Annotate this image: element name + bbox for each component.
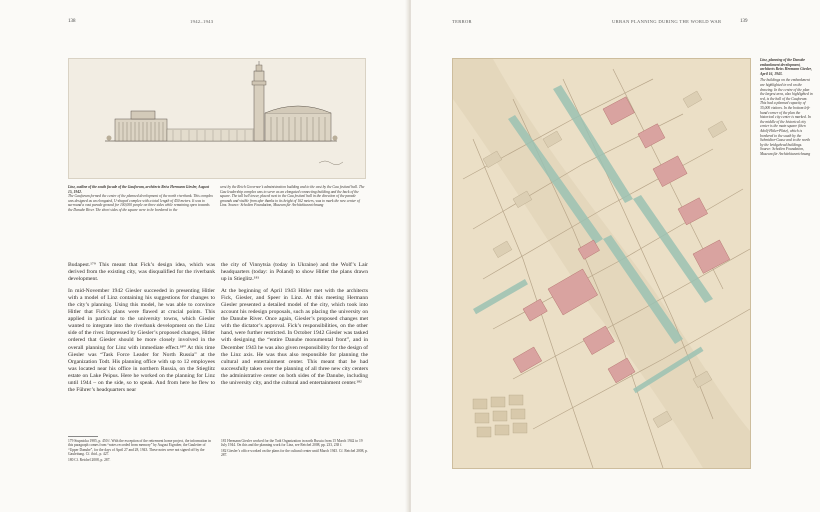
footnotes-col1 [68, 439, 215, 463]
page-number-left: 138 [68, 19, 76, 24]
running-head-left: 1942–1943 [190, 19, 214, 24]
elevation-illustration [69, 59, 365, 178]
map-caption [760, 58, 814, 156]
map-caption-title: Linz, planning of the Danube embankment development, architects Reiss Hermann Giesler, April 16, 1943. [760, 58, 812, 76]
running-head-section: URBAN PLANNING DURING THE WORLD WAR [612, 19, 722, 24]
city-plan-illustration [453, 59, 750, 468]
running-head-chapter: TERROR [452, 19, 472, 24]
paragraph: In mid-November 1942 Giesler succeeded in presenting Hitler with a model of Linz containing his suggestions for changes to the city’s planning. Using this model, he was able to convince Hitler that Fick’s plans were flawed at crucial points. This applied in particular to the university towns, which Giesler wanted to integrate into the riverbank development on the Linz side of the river. Impressed by Giesler’s proposed changes, Hitler ordered that Giesler should be more closely involved in the overall planning for Linz with immediate effect.¹⁸⁰ At this time Giesler was “Task Force Leader for North Russia” at the Organization Todt. His planning office with up to 12 employees was located near his office in northern Russia, on the Stieglitz estate on Lake Peipus. Here he worked on the planning for Linz until 1944 – on the side, so to speak. And from here he flew to the Führer’s headquarters near [68, 288, 215, 393]
map-caption-text: The buildings on the embankment are highlighted in red on the drawing. In the centre of the plan the largest area, also highlighted in red, is the hall of the Gauforum. This had a planned capacity of 35,000 visitors. In the bottom left-hand corner of the plan the historical city center is marked. In the middle of the historical city center is the main square (then Adolf-Hitler-Platz), which is bordered to the south by the Schmidtor-Gasse and to the north by the bridgehead buildings. Source: Scholten Foundation, Museum für Architekturzeichnung [760, 78, 813, 156]
gauforum-elevation-drawing [68, 58, 366, 179]
footnote: 179 Stupnicka 1985, p. 450 f. With the exception of the retirement home project, the information in this paragraph comes from “notes recorded from memory” by August Eigruber, the Gauleiter of “Upper Danube”, for the days of April 27 and 28, 1943. These notes were not signed off by the Gauleitung. Cf. ibid., p. 427. [68, 439, 211, 457]
footnote: 180 Cf. Reichel 2008, p. 287. [68, 457, 111, 462]
danube-embankment-plan [452, 58, 751, 469]
figure-caption-col2 [220, 185, 366, 208]
paragraph: the city of Vinnytsia (today in Ukraine) and the Wolf’s Lair headquarters (today: in Poland) to show Hitler the plans drawn up in Stieglitz.¹⁸¹ [221, 262, 368, 283]
footnotes-col2 [221, 439, 368, 459]
body-column-1 [68, 262, 215, 399]
page-number-right: 139 [740, 19, 748, 24]
left-page [0, 0, 409, 512]
footnote-rule [68, 436, 98, 437]
figure-caption-title: Linz, outline of the south facade of the Gauforum, architects Reiss Hermann Giesler, August 15, 1942. [68, 185, 210, 194]
footnote: 182 Giesler’s office worked on the plans for the cultural center until March 1945. Cf. Reichel 2008, p. 287. [221, 448, 368, 458]
paragraph: At the beginning of April 1943 Hitler met with the architects Fick, Giesler, and Speer in Linz. At this meeting Hermann Giesler presented a detailed model of the city, which took into account his redesign proposals, such as placing the university on the Danube River. Once again, Giesler’s proposed changes met with the dictator’s approval. Fick’s responsibilities, on the other hand, were further restricted. In October 1942 Giesler was tasked with designing the “entire Danube monumental front”, and in December 1943 he was also given responsibility for the design of the Linz axis. He was thus also responsible for planning the cultural and entertainment center. This meant that he had successfully taken over the planning of all three new city centers the administrative center on both sides of the Danube, including the university city, and the cultural and entertainment center.¹⁸² [221, 288, 368, 386]
figure-caption-text-2: west by the Reich Governor’s administration building and to the east by the Gau festival hall. The Gau leadership complex was to serve as an elongated connecting building and the back of the square. The tall bell tower, placed next to the Gau festival hall in the direction of the parade grounds and visible from afar thanks to its height of 162 meters, was to mark the new center of Linz. Source: Scholten Foundation, Museum für Architekturzeichnung [220, 185, 365, 208]
body-column-2 [221, 262, 368, 392]
footnote: 181 Hermann Giesler worked for the Todt Organization in north Russia from 15 March 1942 to 19 July 1944. On this and the planning work for Linz, see Reichel 2008, pp. 233, 238 f. [221, 439, 363, 448]
figure-caption-col1 [68, 185, 213, 213]
figure-caption-text-1: The Gauforum formed the center of the planned development of the north riverbank. This complex was designed as an elongated, U-shaped complex with a total length of 450 meters. It was to surround a vast parade ground for 100,000 people on three sides while remaining open towards the Danube River. The short sides of the square were to be bordered to the [68, 194, 213, 212]
paragraph: Budapest.¹⁷⁹ This meant that Fick’s design idea, which was derived from the existing city, was disqualified for the riverbank development. [68, 262, 215, 283]
